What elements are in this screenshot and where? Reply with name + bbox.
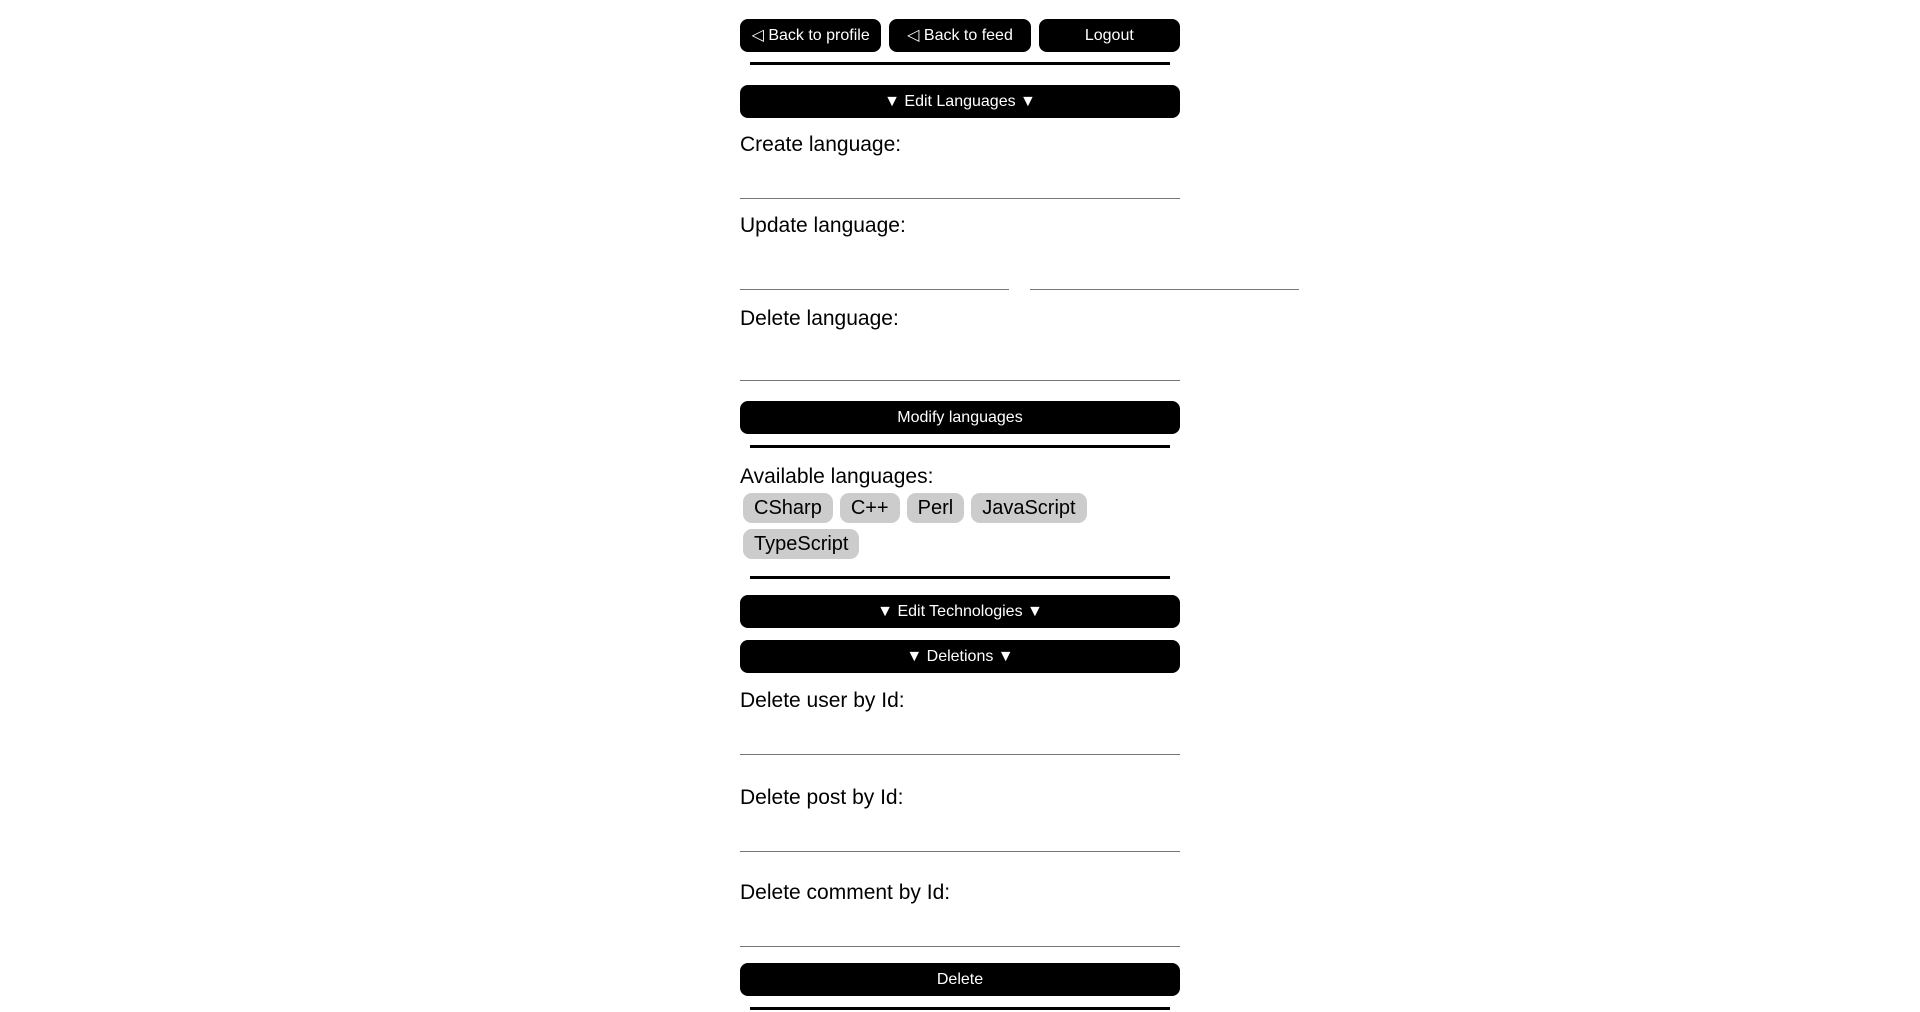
modify-languages-button[interactable]: Modify languages [740,401,1180,434]
update-language-from-input[interactable] [740,248,1009,290]
delete-post-label: Delete post by Id: [740,786,904,809]
delete-button[interactable]: Delete [740,963,1180,996]
top-navigation [740,19,1180,52]
section-divider-top [750,62,1170,65]
language-chip[interactable]: CSharp [743,493,833,523]
back-to-profile-button[interactable]: ◁ Back to profile [740,19,881,52]
available-languages-label: Available languages: [740,465,934,488]
delete-comment-input[interactable] [740,905,1180,947]
available-languages-list [740,493,1180,559]
delete-post-input[interactable] [740,810,1180,852]
section-divider-bottom [750,1007,1170,1010]
delete-comment-label: Delete comment by Id: [740,881,951,904]
create-language-label: Create language: [740,133,902,156]
language-chip[interactable]: JavaScript [971,493,1086,523]
deletions-toggle[interactable]: ▼ Deletions ▼ [740,640,1180,673]
delete-user-input[interactable] [740,713,1180,755]
language-chip[interactable]: C++ [840,493,900,523]
back-to-feed-button[interactable]: ◁ Back to feed [889,19,1030,52]
update-language-label: Update language: [740,214,906,237]
logout-button[interactable]: Logout [1039,19,1180,52]
language-chip[interactable]: TypeScript [743,529,859,559]
create-language-input[interactable] [740,157,1180,199]
edit-languages-toggle[interactable]: ▼ Edit Languages ▼ [740,85,1180,118]
admin-panel [740,0,1180,1010]
delete-language-label: Delete language: [740,307,899,330]
edit-technologies-toggle[interactable]: ▼ Edit Technologies ▼ [740,595,1180,628]
update-language-row [740,248,1180,290]
delete-language-input[interactable] [740,339,1180,381]
section-divider-after-modify [750,445,1170,448]
language-chip[interactable]: Perl [907,493,965,523]
update-language-to-input[interactable] [1030,248,1299,290]
delete-user-label: Delete user by Id: [740,689,905,712]
section-divider-after-languages [750,576,1170,579]
